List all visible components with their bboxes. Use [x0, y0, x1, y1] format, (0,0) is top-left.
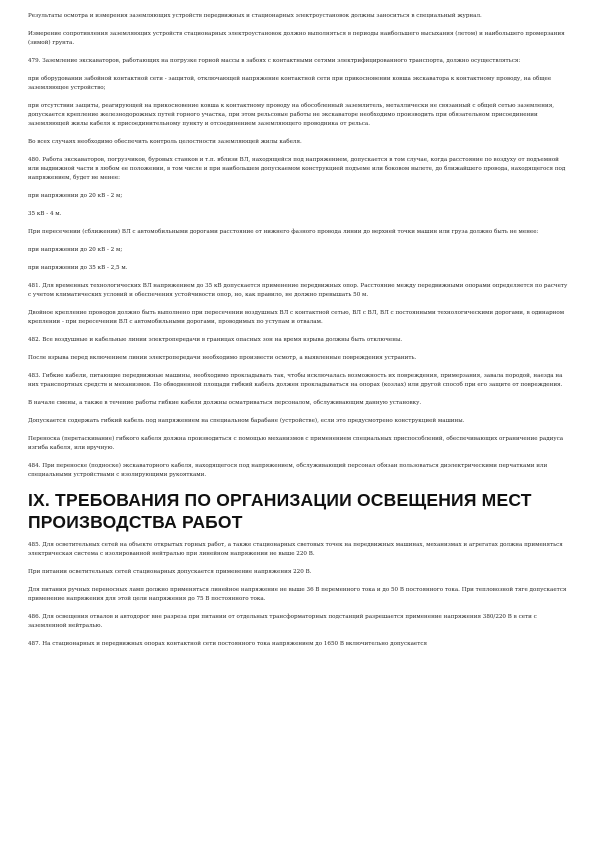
- body-text-bottom: [28, 541, 570, 649]
- paragraph: 35 кВ - 4 м.: [28, 211, 62, 217]
- paragraph: при отсутствии защиты, реагирующей на прикосновение ковша к контактному проводу на обособленный заземлитель, металлически не связанный с общей сетью заземления, допускается крепление железнодорожных путей горного участка, при этом рельсовые работы не экскаваторе необходимо производить при обязательном присоединении заземляющей жилы кабеля к присоединительному пункту и отсоединением заземляющего проводника от рельса.: [28, 103, 555, 127]
- paragraph: 486. Для освещения отвалов и автодорог вне разреза при питании от отдельных трансформаторных подстанций разрешается применение напряжения 380/220 В в сети с заземленной нейтралью.: [28, 614, 537, 629]
- paragraph: 479. Заземление экскаваторов, работающих на погрузке горной массы в забоях с контактными сетями электрифицированного транспорта, должно осуществляться:: [28, 58, 521, 64]
- paragraph: При питании осветительных сетей стационарных допускается применение напряжения 220 В.: [28, 569, 312, 575]
- paragraph: при напряжении до 20 кВ - 2 м;: [28, 193, 123, 199]
- document-page: [28, 12, 570, 658]
- paragraph: При пересечении (сближении) ВЛ с автомобильными дорогами расстояние от нижнего фазного провода линии до верхней точки машин или груза должно быть не менее:: [28, 229, 539, 235]
- paragraph: 485. Для осветительных сетей на объекте открытых горных работ, а также стационарных световых точек на передвижных машинах, механизмах и агрегатах должна применяться электрическая система с изолированной нейтралью при линейном напряжении не выше 220 В.: [28, 542, 563, 557]
- paragraph: 482. Все воздушные и кабельные линии электропередачи в границах опасных зон на время взрыва должны быть отключены.: [28, 337, 403, 343]
- paragraph: Во всех случаях необходимо обеспечить контроль целостности заземляющей жилы кабеля.: [28, 139, 302, 145]
- body-text-top: [28, 12, 570, 480]
- paragraph: Результаты осмотра и измерения заземляющих устройств передвижных и стационарных электроустановок должны заноситься в специальный журнал.: [28, 13, 482, 19]
- paragraph: 481. Для временных технологических ВЛ напряжением до 35 кВ допускается применение передвижных опор. Расстояние между передвижными опорами определяется по расчету с учетом климатических условий и обеспечения устойчивости опор, но, как правило, не должно превышать 50 м.: [28, 283, 568, 298]
- paragraph: 480. Работа экскаваторов, погрузчиков, буровых станков и т.п. вблизи ВЛ, находящейся под напряжением, допускается в том случае, когда расстояние по воздуху от подъемной или выдвижной части в любом ее положении, в том числе и при наибольшем допускаемом конструкцией подъеме или боковом вылете, до ближайшего провода, находящегося под напряжением, будет не менее:: [28, 157, 566, 181]
- paragraph: Измерение сопротивления заземляющих устройств стационарных электроустановок должно выполняться в периоды наибольшего высыхания (летом) и наибольшего промерзания (зимой) грунта.: [28, 31, 565, 46]
- paragraph: Для питания ручных переносных ламп должно применяться линейное напряжение не выше 36 В переменного тока и до 50 В постоянного тока. При тепловозной тяге допускается применение напряжения для этой цели напряжения до 75 В постоянного тока.: [28, 587, 567, 602]
- paragraph: 483. Гибкие кабели, питающие передвижные машины, необходимо прокладывать так, чтобы исключалась возможность их повреждения, примерзания, завала породой, наезда на них транспортных средств и механизмов. По обводненной площади гибкий кабель должен прокладываться на опорах (козлах) или другой способ при его защите от повреждения.: [28, 373, 563, 388]
- paragraph: 487. На стационарных и передвижных опорах контактной сети постоянного тока напряжением до 1650 В включительно допускается: [28, 641, 427, 647]
- paragraph: После взрыва перед включением линии электропередачи необходимо произвести осмотр, а выявленные повреждения устранить.: [28, 355, 417, 361]
- paragraph: при напряжении до 35 кВ - 2,5 м.: [28, 265, 128, 271]
- paragraph: при оборудовании забойной контактной сети - защитой, отключающей напряжение контактной сети при прикосновении ковша экскаватора к контактному проводу, на общее заземляющее устройство;: [28, 76, 552, 91]
- paragraph: Переноска (перетаскивание) гибкого кабеля должна производиться с помощью механизмов с применением специальных приспособлений, обеспечивающих ограничение радиуса изгиба кабеля, или вручную.: [28, 436, 564, 451]
- paragraph: Двойное крепление проводов должно быть выполнено при пересечении воздушных ВЛ с контактной сетью, ВЛ с ВЛ, ВЛ с постоянными технологическими дорогами, в одинарном креплении - при пересечении ВЛ с автомобильными дорогами, проводимых по уступам и отвалам.: [28, 310, 565, 325]
- paragraph: при напряжении до 20 кВ - 2 м;: [28, 247, 123, 253]
- section-heading: IX. ТРЕБОВАНИЯ ПО ОРГАНИЗАЦИИ ОСВЕЩЕНИЯ МЕСТ ПРОИЗВОДСТВА РАБОТ: [28, 490, 532, 532]
- paragraph: 484. При переноске (подноске) экскаваторного кабеля, находящегося под напряжением, обслуживающий персонал обязан пользоваться диэлектрическими перчатками или специальными устройствами с изолирующими рукоятками.: [28, 463, 548, 478]
- paragraph: Допускается содержать гибкий кабель под напряжением на специальном барабане (устройстве), если это предусмотрено конструкцией машины.: [28, 418, 465, 424]
- paragraph: В начале смены, а также в течение работы гибкие кабели должны осматриваться персоналом, обслуживающим данную установку.: [28, 400, 422, 406]
